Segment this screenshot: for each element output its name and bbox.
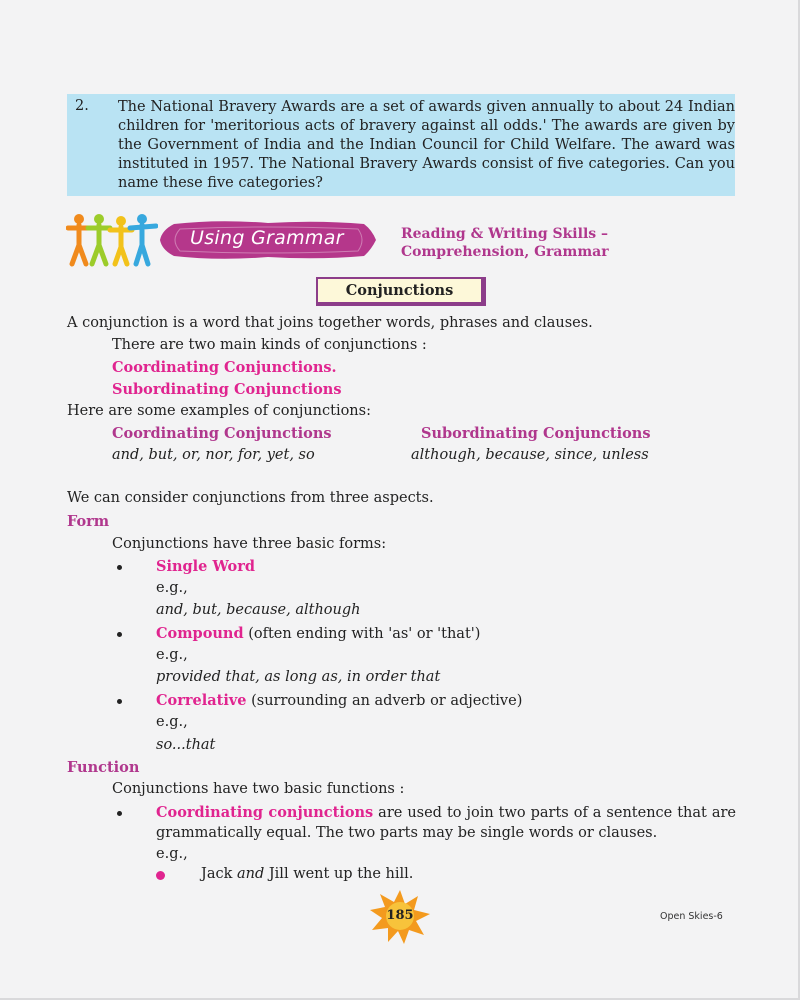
- correlative-examples: so...that: [156, 737, 216, 753]
- examples-intro: Here are some examples of conjunctions:: [67, 403, 371, 419]
- bullet-icon: [117, 811, 122, 816]
- bullet-icon: [117, 565, 122, 570]
- correlative-line: [156, 692, 522, 709]
- compound-examples: provided that, as long as, in order that: [156, 669, 441, 685]
- kind-coordinating: Coordinating Conjunctions.: [112, 359, 337, 376]
- compound-term: Compound: [156, 625, 244, 642]
- eg-label-4: e.g.,: [156, 846, 188, 862]
- single-word-term: Single Word: [156, 558, 255, 575]
- compound-line: [156, 625, 480, 642]
- col2-heading: Subordinating Conjunctions: [421, 425, 651, 442]
- example-part-a: Jack: [201, 866, 237, 882]
- eg-label-3: e.g.,: [156, 714, 188, 730]
- coordinating-text: are used to join two parts of a sentence that are grammatically equal. The two parts may be single words or clauses.: [156, 805, 736, 841]
- col2-examples: although, because, since, unless: [411, 447, 649, 463]
- col1-heading: Coordinating Conjunctions: [112, 425, 332, 442]
- col1-examples: and, but, or, nor, for, yet, so: [112, 447, 315, 463]
- bullet-icon: [117, 632, 122, 637]
- coordinating-term: Coordinating conjunctions: [156, 804, 374, 821]
- book-title-footer: Open Skies-6: [660, 911, 723, 922]
- example-sentence: [201, 866, 413, 882]
- eg-label-1: e.g.,: [156, 580, 188, 596]
- example-part-b: Jill went up the hill.: [264, 866, 414, 882]
- form-intro: Conjunctions have three basic forms:: [112, 536, 387, 552]
- aspects-text: We can consider conjunctions from three aspects.: [67, 490, 434, 506]
- example-conjunction: and: [236, 866, 265, 882]
- form-heading: Form: [67, 513, 110, 530]
- correlative-term: Correlative: [156, 692, 247, 709]
- definition: A conjunction is a word that joins together words, phrases and clauses.: [67, 315, 593, 331]
- compound-note: (often ending with 'as' or 'that'): [243, 626, 481, 642]
- skills-line-1: Reading & Writing Skills –: [401, 226, 609, 242]
- question-text: The National Bravery Awards are a set of awards given annually to about 24 Indian children for 'meritorious acts of bravery against all odds.' The awards are given by the Government of India and the Indian Council for Child Welfare. The award was instituted in 1957. The National Bravery Awards consist of five categories. Can you name these five categories?: [118, 99, 735, 191]
- skills-label: [401, 225, 609, 261]
- eg-label-2: e.g.,: [156, 647, 188, 663]
- two-kinds-text: There are two main kinds of conjunctions :: [112, 337, 427, 353]
- kind-subordinating: Subordinating Conjunctions: [112, 381, 342, 398]
- children-logo-icon: [66, 210, 158, 268]
- pink-bullet-icon: [156, 871, 165, 880]
- correlative-note: (surrounding an adverb or adjective): [246, 693, 523, 709]
- function-heading: Function: [67, 759, 140, 776]
- single-word-examples: and, but, because, although: [156, 602, 361, 618]
- skills-line-2: Comprehension, Grammar: [401, 244, 609, 260]
- function-intro: Conjunctions have two basic functions :: [112, 781, 405, 797]
- banner-title: Using Grammar: [190, 227, 344, 249]
- bullet-icon: [117, 699, 122, 704]
- section-title: Conjunctions: [316, 277, 486, 306]
- question-box: [67, 94, 735, 196]
- question-number: 2.: [75, 98, 89, 114]
- page-number: 185: [386, 908, 414, 923]
- coordinating-paragraph: [156, 803, 736, 843]
